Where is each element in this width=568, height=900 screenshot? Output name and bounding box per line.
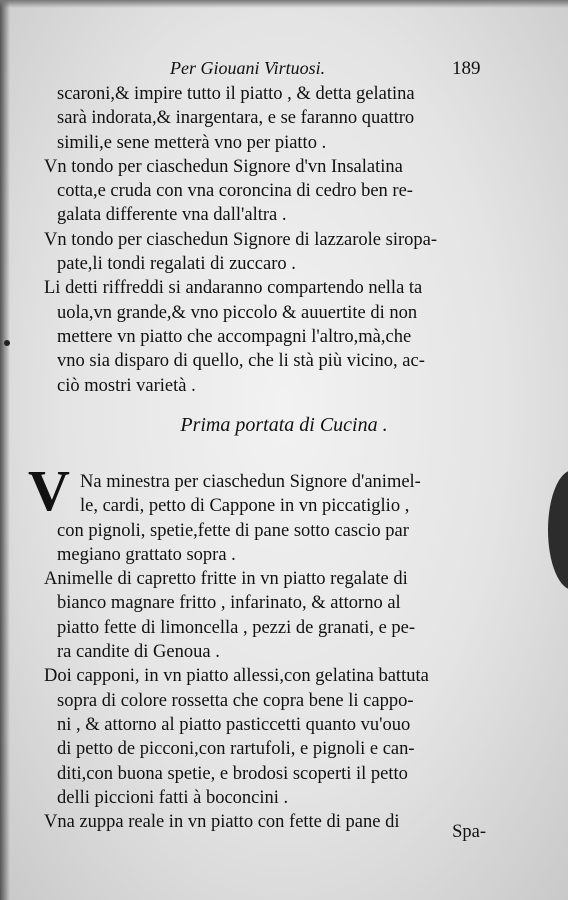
page-tear-right: [548, 470, 568, 590]
text-line: megiano grattato sopra .: [57, 544, 236, 565]
text-line: con pignoli, spetie,fette di pane sotto cascio par: [57, 520, 409, 541]
text-line: sopra di colore rossetta che copra bene li cappo-: [57, 690, 414, 711]
drop-cap: V: [28, 458, 70, 523]
text-line: mettere vn piatto che accompagni l'altro,mà,che: [57, 326, 412, 347]
text-block-first-course: [44, 470, 512, 834]
running-title: Per Giouani Virtuosi.: [170, 58, 326, 78]
text-line: Doi capponi, in vn piatto allessi,con gelatina battuta: [44, 666, 429, 687]
text-line: pate,li tondi regalati di zuccaro .: [57, 254, 296, 275]
text-line: simili,e sene metterà vno per piatto .: [57, 132, 327, 153]
text-block-cold-dishes: [44, 82, 512, 398]
page-shadow-left: [0, 0, 10, 900]
text-line: Na minestra per ciaschedun Signore d'animel-: [80, 472, 421, 492]
text-line: uola,vn grande,& vno piccolo & auuertite di non: [57, 302, 418, 323]
text-line: diti,con buona spetie, e brodosi scoperti il petto: [57, 763, 408, 784]
ink-spot: [4, 340, 10, 346]
page-shadow-top: [0, 0, 568, 8]
text-line: Vn tondo per ciaschedun Signore d'vn Insalatina: [44, 156, 403, 177]
text-line: ra candite di Genoua .: [57, 642, 220, 663]
text-line: Vna zuppa reale in vn piatto con fette di pane di: [44, 812, 400, 833]
catchword: Spa-: [452, 822, 486, 842]
text-line: vno sia disparo di quello, che li stà più vicino, ac-: [57, 351, 425, 372]
text-line: cotta,e cruda con vna coroncina di cedro ben re-: [57, 181, 413, 202]
page-number: 189: [452, 58, 481, 79]
text-line: le, cardi, petto di Cappone in vn piccatiglio ,: [80, 496, 410, 517]
text-line: di petto de picconi,con rartufoli, e pignoli e can-: [57, 739, 415, 760]
text-line: bianco magnare fritto , infarinato, & attorno al: [57, 593, 401, 614]
text-line: ni , & attorno al piatto pasticcetti quanto vu'ouo: [57, 714, 411, 735]
text-line: ciò mostri varietà .: [57, 375, 196, 396]
text-line: galata differente vna dall'altra .: [57, 205, 287, 226]
text-line: piatto fette di limoncella , pezzi de granati, e pe-: [57, 617, 416, 638]
text-line: scaroni,& impire tutto il piatto , & detta gelatina: [57, 84, 415, 104]
text-line: sarà indorata,& inargentara, e se faranno quattro: [57, 108, 415, 129]
text-line: Animelle di capretto fritte in vn piatto regalate di: [44, 569, 408, 590]
text-line: Vn tondo per ciaschedun Signore di lazzarole siropa-: [44, 229, 437, 250]
text-line: Li detti riffreddi si andaranno compartendo nella ta: [44, 278, 423, 299]
text-line: delli piccioni fatti à boconcini .: [57, 787, 289, 808]
section-heading: Prima portata di Cucina .: [180, 414, 388, 436]
